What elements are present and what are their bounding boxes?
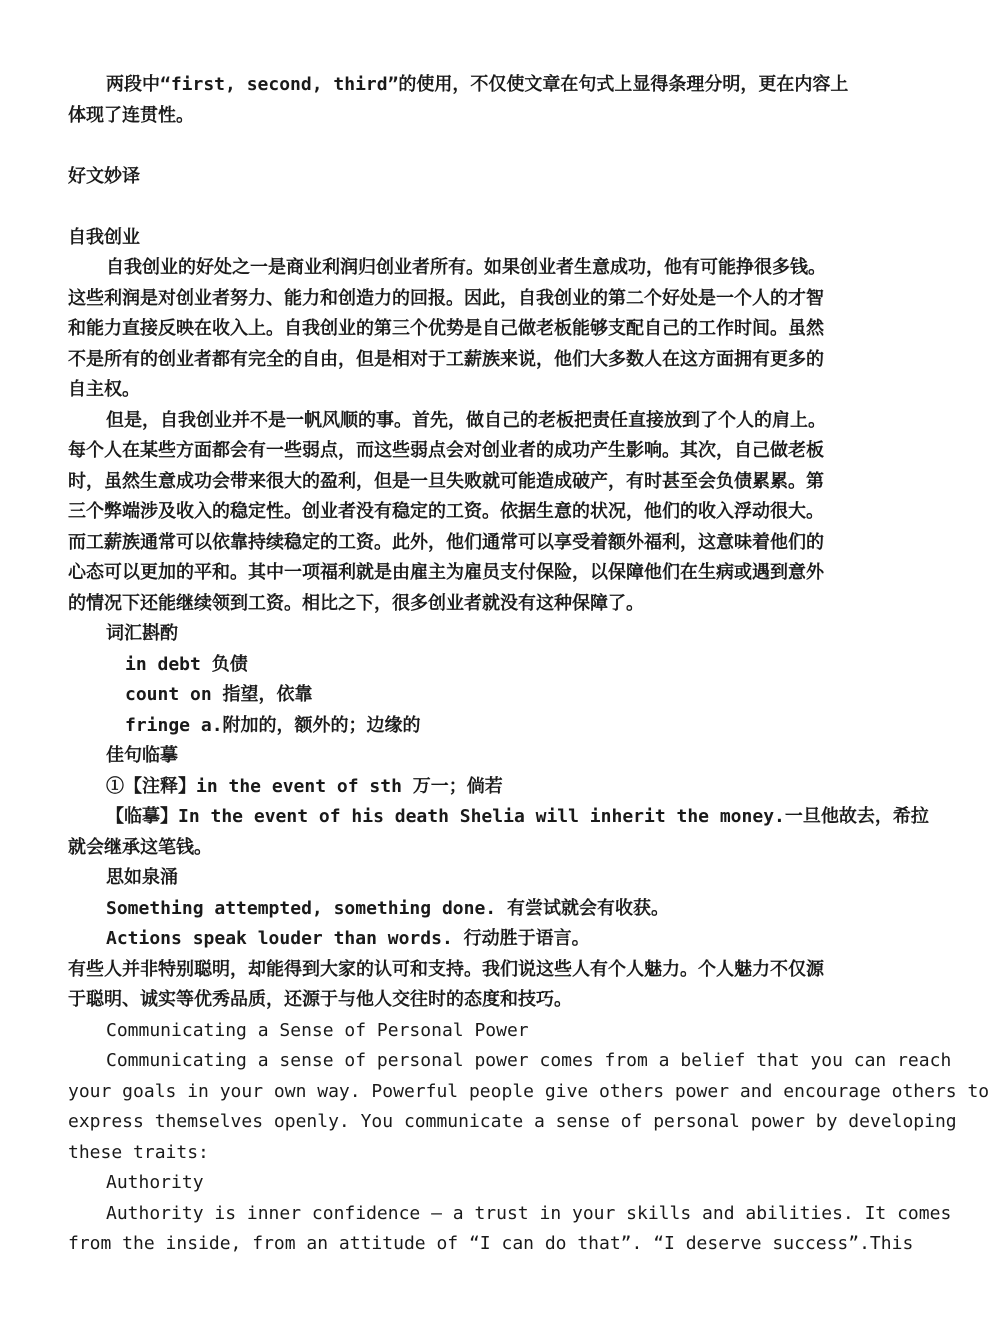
para2-line-1: 但是，自我创业并不是一帆风顺的事。首先，做自己的老板把责任直接放到了个人的肩上。 xyxy=(106,409,826,431)
charisma-line-1: 有些人并非特别聪明，却能得到大家的认可和支持。我们说这些人有个人魅力。个人魅力不仅源 xyxy=(68,958,824,980)
imitation-note: ①【注释】in the event of sth 万一；倘若 xyxy=(106,775,503,797)
para1-line-3: 和能力直接反映在收入上。自我创业的第三个优势是自己做老板能够支配自己的工作时间。虽然 xyxy=(68,318,824,339)
english-para1-line-1: Communicating a sense of personal power comes from a belief that you can reach xyxy=(106,1050,952,1071)
charisma-line-2: 于聪明、诚实等优秀品质，还源于与他人交往时的态度和技巧。 xyxy=(68,989,572,1010)
vocab-item: fringe a.附加的，额外的；边缘的 xyxy=(125,714,421,736)
thoughts-item: Something attempted, something done. 有尝试就会有收获。 xyxy=(106,897,669,919)
para1-line-2: 这些利润是对创业者努力、能力和创造力的回报。因此，自我创业的第二个好处是一个人的才智 xyxy=(68,287,824,309)
article-title: 自我创业 xyxy=(68,226,140,248)
para2-line-6: 心态可以更加的平和。其中一项福利就是由雇主为雇员支付保险，以保障他们在生病或遇到意外 xyxy=(68,562,824,583)
thoughts-heading: 思如泉涌 xyxy=(106,867,178,888)
para2-line-2: 每个人在某些方面都会有一些弱点，而这些弱点会对创业者的成功产生影响。其次，自己做老板 xyxy=(68,440,824,461)
para1-line-1: 自我创业的好处之一是商业利润归创业者所有。如果创业者生意成功，他有可能挣很多钱。 xyxy=(106,257,826,278)
spacer xyxy=(68,192,882,223)
para2-line-5: 而工薪族通常可以依靠持续稳定的工资。此外，他们通常可以享受着额外福利，这意味着他们的 xyxy=(68,531,824,553)
para1-line-4: 不是所有的创业者都有完全的自由，但是相对于工薪族来说，他们大多数人在这方面拥有更多的 xyxy=(68,348,824,370)
intro-line-2: 体现了连贯性。 xyxy=(68,104,194,126)
para2-line-4: 三个弊端涉及收入的稳定性。创业者没有稳定的工资。依据生意的状况，他们的收入浮动很大。 xyxy=(68,501,824,522)
english-para2-line-1: Authority is inner confidence — a trust in your skills and abilities. It comes xyxy=(106,1202,952,1224)
para2-line-7: 的情况下还能继续领到工资。相比之下，很多创业者就没有这种保障了。 xyxy=(68,592,644,614)
intro-line-1: 两段中“first, second, third”的使用，不仅使文章在句式上显得条理分明，更在内容上 xyxy=(106,74,849,95)
thoughts-item: Actions speak louder than words. 行动胜于语言。 xyxy=(106,928,590,949)
vocab-item: in debt 负债 xyxy=(125,653,248,675)
imitation-heading: 佳句临摹 xyxy=(106,745,178,766)
english-para1-line-3: express themselves openly. You communicate a sense of personal power by developing xyxy=(68,1111,957,1132)
english-title: Communicating a Sense of Personal Power xyxy=(106,1019,529,1041)
imitation-practice-line-1: 【临摹】In the event of his death Shelia will inherit the money.一旦他故去，希拉 xyxy=(106,806,929,827)
para1-line-5: 自主权。 xyxy=(68,379,140,400)
english-para2-line-2: from the inside, from an attitude of “I can do that”. “I deserve success”.This xyxy=(68,1233,914,1254)
imitation-practice-line-2: 就会继承这笔钱。 xyxy=(68,836,212,858)
vocab-heading: 词汇斟酌 xyxy=(106,623,178,644)
spacer xyxy=(68,131,882,162)
english-para1-line-4: these traits: xyxy=(68,1141,209,1163)
english-subheading: Authority xyxy=(106,1172,204,1193)
vocab-item: count on 指望，依靠 xyxy=(125,684,313,705)
para2-line-3: 时，虽然生意成功会带来很大的盈利，但是一旦失败就可能造成破产，有时甚至会负债累累。第 xyxy=(68,470,824,492)
english-para1-line-2: your goals in your own way. Powerful people give others power and encourage others to xyxy=(68,1080,989,1102)
section-title: 好文妙译 xyxy=(68,165,140,187)
